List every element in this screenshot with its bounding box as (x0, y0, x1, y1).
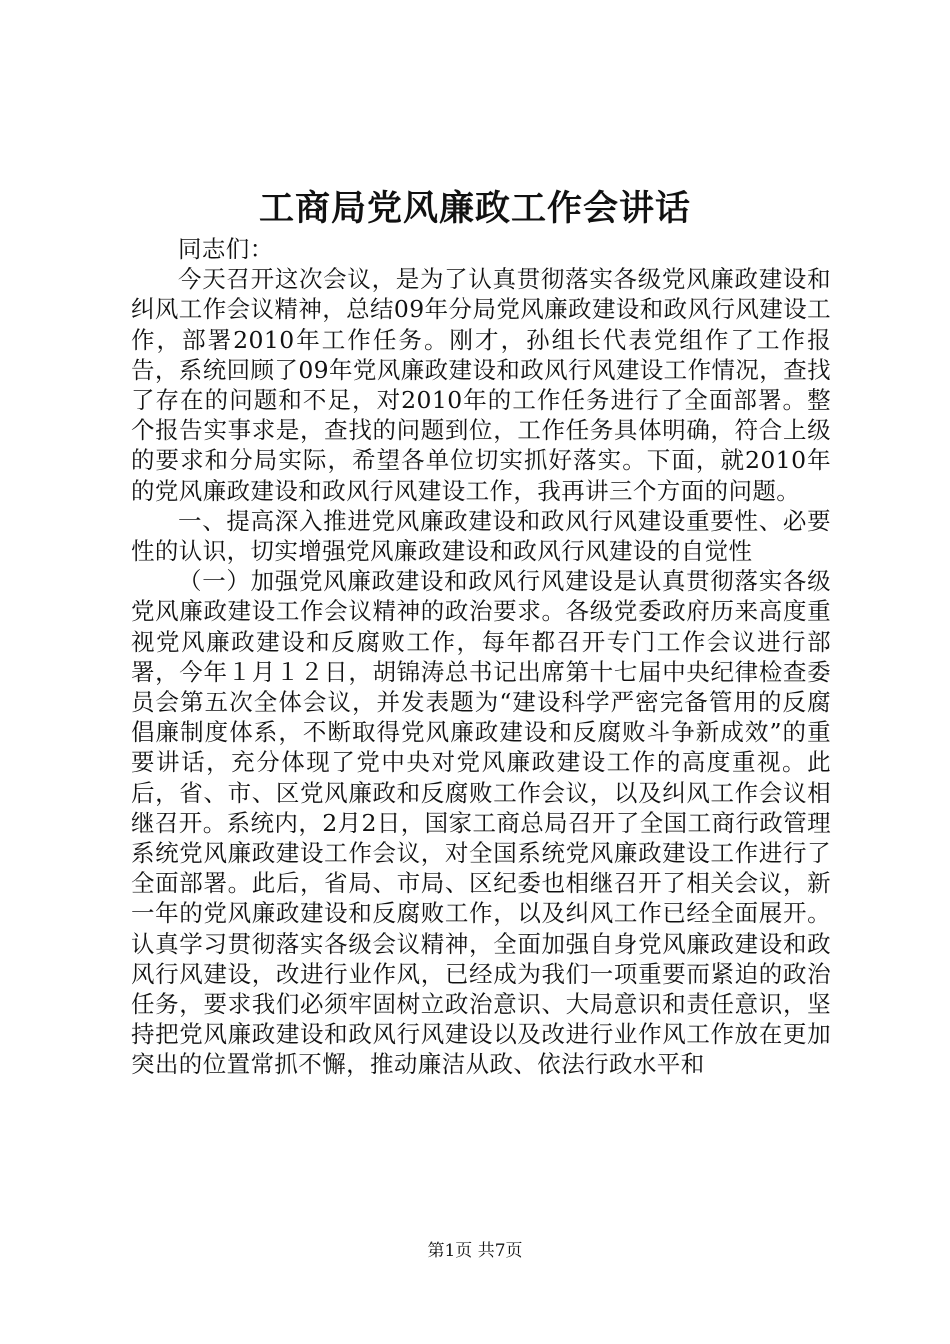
document-title: 工商局党风廉政工作会讲话 (258, 188, 691, 229)
paragraph-subsection-1: （一）加强党风廉政建设和政风行风建设是认真贯彻落实各级党风廉政建设工作会议精神的政治要求。各级党委政府历来高度重视党风廉政建设和反腐败工作，每年都召开专门工作会议进行部署，今年１月１２日，胡锦涛总书记出席第十七届中央纪律检查委员会第五次全体会议，并发表题为“建设科学严密完备管用的反腐倡廉制度体系，不断取得党风廉政建设和反腐败斗争新成效”的重要讲话，充分体现了党中央对党风廉政建设工作的高度重视。此后，省、市、区党风廉政和反腐败工作会议，以及纠风工作会议相继召开。系统内，2月2日，国家工商总局召开了全国工商行政管理系统党风廉政建设工作会议，对全国系统党风廉政建设工作进行了全面部署。此后，省局、市局、区纪委也相继召开了相关会议，新一年的党风廉政建设和反腐败工作，以及纠风工作已经全面展开。认真学习贯彻落实各级会议精神，全面加强自身党风廉政建设和政风行风建设，改进行业作风，已经成为我们一项重要而紧迫的政治任务，要求我们必须牢固树立政治意识、大局意识和责任意识，坚持把党风廉政建设和政风行风建设以及改进行业作风工作放在更加突出的位置常抓不懈，推动廉洁从政、依法行政水平和 (131, 567, 831, 1079)
page-number-footer: 第1页 共7页 (427, 1241, 523, 1261)
section-heading-1: 一、提高深入推进党风廉政建设和政风行风建设重要性、必要性的认识，切实增强党风廉政建设和政风行风建设的自觉性 (131, 506, 831, 566)
paragraph-intro: 今天召开这次会议，是为了认真贯彻落实各级党风廉政建设和纠风工作会议精神，总结09年分局党风廉政建设和政风行风建设工作，部署2010年工作任务。刚才，孙组长代表党组作了工作报告，系统回顾了09年党风廉政建设和政风行风建设工作情况，查找了存在的问题和不足，对2010年的工作任务进行了全面部署。整个报告实事求是，查找的问题到位，工作任务具体明确，符合上级的要求和分局实际，希望各单位切实抓好落实。下面，就2010年的党风廉政建设和政风行风建设工作，我再讲三个方面的问题。 (131, 265, 831, 505)
document-body (131, 234, 831, 1080)
salutation: 同志们： (178, 235, 274, 263)
